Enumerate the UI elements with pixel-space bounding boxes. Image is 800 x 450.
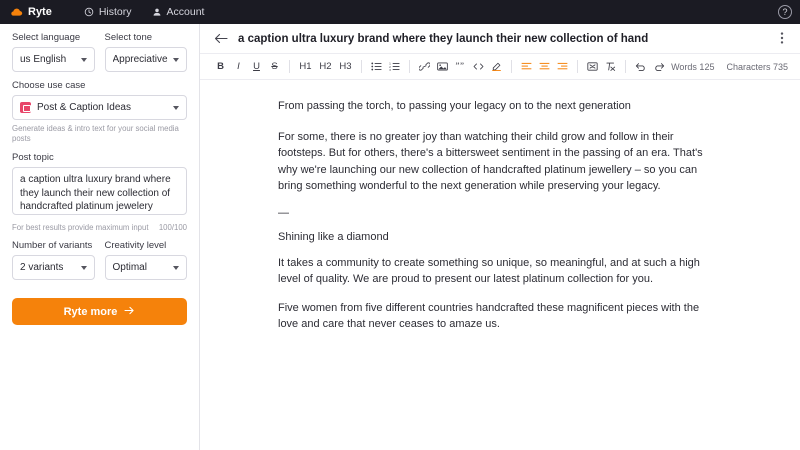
arrow-right-icon bbox=[124, 306, 135, 318]
nav-item-account-label: Account bbox=[166, 6, 205, 18]
post-topic-input[interactable] bbox=[12, 167, 187, 215]
document-paragraph-3: Five women from five different countries handcrafted these magnificent pieces with the love and care that never ceases to amaze us. bbox=[278, 301, 700, 330]
person-icon bbox=[152, 7, 162, 17]
language-select[interactable] bbox=[12, 47, 95, 72]
chevron-down-icon bbox=[173, 266, 179, 270]
redo-icon[interactable] bbox=[650, 58, 667, 75]
creativity-select[interactable] bbox=[105, 255, 188, 280]
toolbar-divider bbox=[289, 60, 290, 73]
numbered-list-icon[interactable] bbox=[386, 58, 403, 75]
align-center-icon[interactable] bbox=[536, 58, 553, 75]
use-case-field bbox=[12, 80, 187, 120]
clock-icon bbox=[84, 7, 94, 17]
clear-format-icon[interactable] bbox=[584, 58, 601, 75]
variants-label: Number of variants bbox=[12, 240, 93, 252]
tone-value: Appreciative bbox=[112, 54, 168, 65]
highlighter-icon[interactable] bbox=[488, 58, 505, 75]
toolbar-divider bbox=[361, 60, 362, 73]
ryte-more-label: Ryte more bbox=[63, 305, 118, 318]
document-canvas[interactable] bbox=[200, 80, 800, 450]
post-topic-label: Post topic bbox=[12, 152, 54, 164]
bold-button[interactable]: B bbox=[217, 60, 224, 72]
character-count: Characters 735 bbox=[726, 61, 788, 72]
use-case-value: Post & Caption Ideas bbox=[37, 102, 131, 113]
document-header bbox=[200, 24, 800, 54]
code-icon[interactable] bbox=[470, 58, 487, 75]
use-case-select[interactable] bbox=[12, 95, 187, 120]
creativity-value: Optimal bbox=[112, 262, 147, 274]
chevron-down-icon bbox=[81, 58, 87, 62]
language-tone-row bbox=[12, 32, 187, 80]
align-right-icon[interactable] bbox=[554, 58, 571, 75]
nav-item-account[interactable] bbox=[142, 0, 215, 24]
tone-select[interactable] bbox=[105, 47, 188, 72]
align-left-icon[interactable] bbox=[518, 58, 535, 75]
document-paragraph-2: It takes a community to create something so unique, so meaningful, and at such a high level of quality. We are proud to present our latest platinum collection for you. bbox=[278, 256, 700, 285]
variants-field bbox=[12, 240, 95, 280]
back-arrow-icon[interactable] bbox=[214, 32, 228, 46]
heading-2-button[interactable]: H2 bbox=[319, 60, 332, 72]
document-lead: From passing the torch, to passing your legacy on to the next generation bbox=[278, 100, 631, 112]
sidebar bbox=[0, 24, 200, 450]
tone-field bbox=[105, 32, 188, 72]
variants-creativity-row bbox=[12, 240, 187, 288]
nav-item-history[interactable] bbox=[74, 0, 142, 24]
app-body bbox=[0, 24, 800, 450]
use-case-hint: Generate ideas & intro text for your social media posts bbox=[12, 124, 179, 143]
link-icon[interactable] bbox=[416, 58, 433, 75]
use-case-label: Choose use case bbox=[12, 80, 86, 91]
svg-text:3: 3 bbox=[389, 68, 391, 71]
svg-text:”: ” bbox=[455, 62, 460, 71]
heading-1-button[interactable]: H1 bbox=[299, 60, 312, 72]
heading-3-button[interactable]: H3 bbox=[339, 60, 352, 72]
tone-label: Select tone bbox=[104, 32, 153, 43]
quote-icon[interactable] bbox=[452, 58, 469, 75]
document-subheading: Shining like a diamond bbox=[278, 230, 389, 243]
toolbar-divider bbox=[577, 60, 578, 73]
editor-pane bbox=[200, 24, 800, 450]
remove-format-icon[interactable] bbox=[602, 58, 619, 75]
creativity-label: Creativity level bbox=[104, 240, 167, 252]
kebab-menu-icon[interactable] bbox=[778, 31, 786, 47]
page-title: a caption ultra luxury brand where they launch their new collection of hand bbox=[238, 32, 649, 45]
top-bar bbox=[0, 0, 800, 24]
document-counts bbox=[671, 62, 788, 72]
document-paragraph-1: For some, there is no greater joy than watching their child grow and follow in their footsteps. But for others, there's a bittersweet sentiment in the passing of an era. That's why we're launching our new collection of handcrafted platinum jewellery – so you can bring something wonderful to the next generation while preserving your legacy. bbox=[278, 130, 703, 192]
post-topic-hint: For best results provide maximum input bbox=[12, 223, 149, 233]
language-label: Select language bbox=[12, 32, 81, 43]
brand-label: Ryte bbox=[28, 6, 52, 18]
bullet-list-icon[interactable] bbox=[368, 58, 385, 75]
italic-button[interactable]: I bbox=[237, 60, 240, 72]
ryte-more-button[interactable] bbox=[12, 298, 187, 325]
svg-text:1: 1 bbox=[389, 62, 391, 66]
image-icon[interactable] bbox=[434, 58, 451, 75]
toolbar-divider bbox=[409, 60, 410, 73]
word-count: Words 125 bbox=[671, 61, 715, 72]
underline-button[interactable]: U bbox=[253, 60, 260, 72]
formatting-toolbar bbox=[200, 54, 800, 80]
toolbar-divider bbox=[511, 60, 512, 73]
nav-item-history-label: History bbox=[98, 6, 132, 18]
document-divider: — bbox=[278, 206, 289, 219]
variants-select[interactable] bbox=[12, 255, 95, 280]
language-field bbox=[12, 32, 95, 72]
post-topic-field bbox=[12, 152, 187, 232]
variants-value: 2 variants bbox=[20, 262, 64, 274]
language-value: us English bbox=[20, 54, 67, 65]
chevron-down-icon bbox=[173, 106, 179, 110]
strikethrough-button[interactable]: S bbox=[271, 60, 278, 72]
chevron-down-icon bbox=[173, 58, 179, 62]
chevron-down-icon bbox=[81, 266, 87, 270]
brand-logo[interactable] bbox=[10, 6, 52, 18]
svg-text:2: 2 bbox=[389, 64, 391, 69]
creativity-field bbox=[105, 240, 188, 280]
toolbar-divider bbox=[625, 60, 626, 73]
cloud-logo-icon bbox=[10, 7, 23, 18]
svg-text:”: ” bbox=[459, 62, 464, 71]
post-topic-counter: 100/100 bbox=[158, 223, 187, 233]
help-button[interactable]: ? bbox=[778, 5, 792, 19]
post-topic-footer bbox=[12, 223, 187, 232]
undo-icon[interactable] bbox=[632, 58, 649, 75]
use-case-badge-icon bbox=[20, 102, 31, 113]
